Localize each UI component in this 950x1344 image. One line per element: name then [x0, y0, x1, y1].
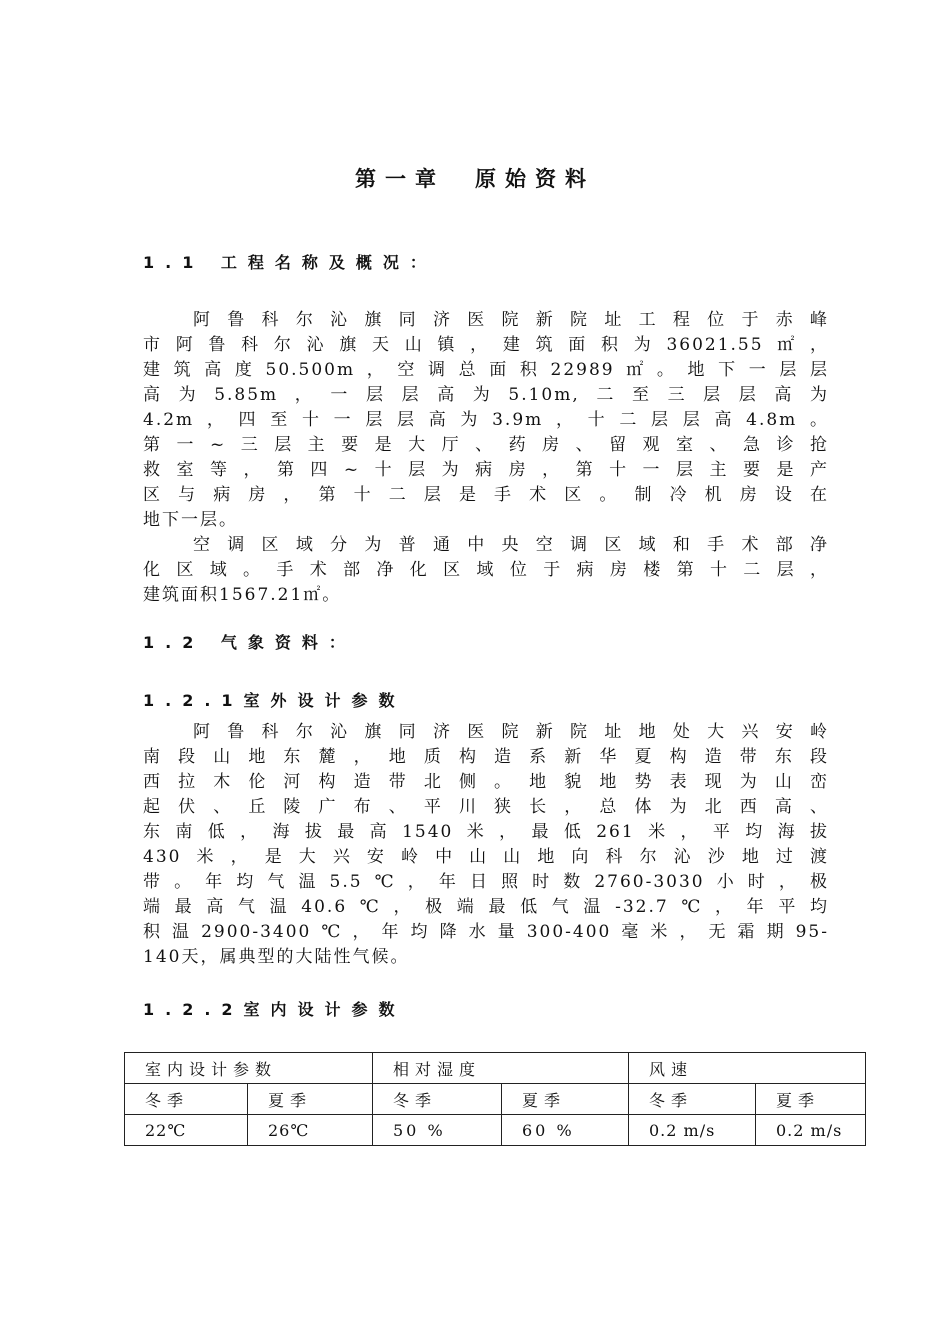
- text-line: 建筑高度50.500m，空调总面积22989㎡。地下一层层: [143, 360, 829, 380]
- section-heading-1-2-1: 1.2.1室外设计参数: [143, 691, 406, 710]
- table-row: [125, 1084, 866, 1115]
- text-line: 端最高气温40.6℃，极端最低气温-32.7℃，年平均: [143, 897, 829, 917]
- text-line: 建筑面积1567.21㎡。: [143, 585, 342, 605]
- text-line: 430米，是大兴安岭中山山地向科尔沁沙地过渡: [143, 847, 829, 867]
- text-line: 西拉木伦河构造带北侧。地貌地势表现为山峦: [143, 772, 829, 792]
- text-line: 高为5.85m，一层层高为5.10m,二至三层层高为: [143, 385, 829, 405]
- text-line: 带。年均气温5.5℃，年日照时数2760-3030小时，极: [143, 872, 829, 892]
- table-subheader: 冬季: [629, 1084, 756, 1115]
- text-line: 阿鲁科尔沁旗同济医院新院址地处大兴安岭: [193, 722, 829, 742]
- section-heading-1-1: 1.1 工程名称及概况：: [143, 253, 437, 272]
- project-overview-paragraph: [143, 308, 829, 608]
- text-line: 救室等，第四~十层为病房，第十一层主要是产: [143, 460, 829, 480]
- table-row: [125, 1115, 866, 1146]
- text-line: 南段山地东麓，地质构造系新华夏构造带东段: [143, 747, 829, 767]
- text-line: 空调区域分为普通中央空调区域和手术部净: [193, 535, 829, 555]
- text-line: 市阿鲁科尔沁旗天山镇，建筑面积为36021.55㎡，: [143, 335, 829, 355]
- text-line: 地下一层。: [143, 510, 238, 530]
- chapter-title: 第一章 原始资料: [355, 167, 595, 191]
- text-line: 东南低，海拔最高1540米，最低261米，平均海拔: [143, 822, 829, 842]
- table-cell: 50 %: [373, 1115, 502, 1146]
- text-line: 4.2m，四至十一层层高为3.9m，十二层层高4.8m。: [143, 410, 829, 430]
- outdoor-parameters-paragraph: [143, 720, 829, 970]
- table-group-header: 风速: [629, 1053, 866, 1084]
- text-line: 起伏、丘陵广布、平川狭长，总体为北西高、: [143, 797, 829, 817]
- text-line: 第一~三层主要是大厅、药房、留观室、急诊抢: [143, 435, 829, 455]
- text-line: 区与病房，第十二层是手术区。制冷机房设在: [143, 485, 829, 505]
- table-subheader: 夏季: [248, 1084, 373, 1115]
- table-cell: 26℃: [248, 1115, 373, 1146]
- table-cell: 0.2 m/s: [629, 1115, 756, 1146]
- table-cell: 60 %: [502, 1115, 629, 1146]
- table-subheader: 冬季: [125, 1084, 248, 1115]
- text-line: 阿鲁科尔沁旗同济医院新院址工程位于赤峰: [193, 310, 829, 330]
- table-group-header: 室内设计参数: [125, 1053, 373, 1084]
- table-cell: 22℃: [125, 1115, 248, 1146]
- table-subheader: 冬季: [373, 1084, 502, 1115]
- table-row: [125, 1053, 866, 1084]
- indoor-parameters-table: [124, 1052, 866, 1146]
- table-subheader: 夏季: [756, 1084, 866, 1115]
- table-cell: 0.2 m/s: [756, 1115, 866, 1146]
- text-line: 140天，属典型的大陆性气候。: [143, 947, 410, 967]
- section-heading-1-2-2: 1.2.2室内设计参数: [143, 1000, 406, 1019]
- text-line: 积温2900-3400℃，年均降水量300-400毫米，无霜期95-: [143, 922, 829, 942]
- table-subheader: 夏季: [502, 1084, 629, 1115]
- table-group-header: 相对湿度: [373, 1053, 629, 1084]
- section-heading-1-2: 1.2 气象资料：: [143, 633, 356, 652]
- text-line: 化区域。手术部净化区域位于病房楼第十二层，: [143, 560, 829, 580]
